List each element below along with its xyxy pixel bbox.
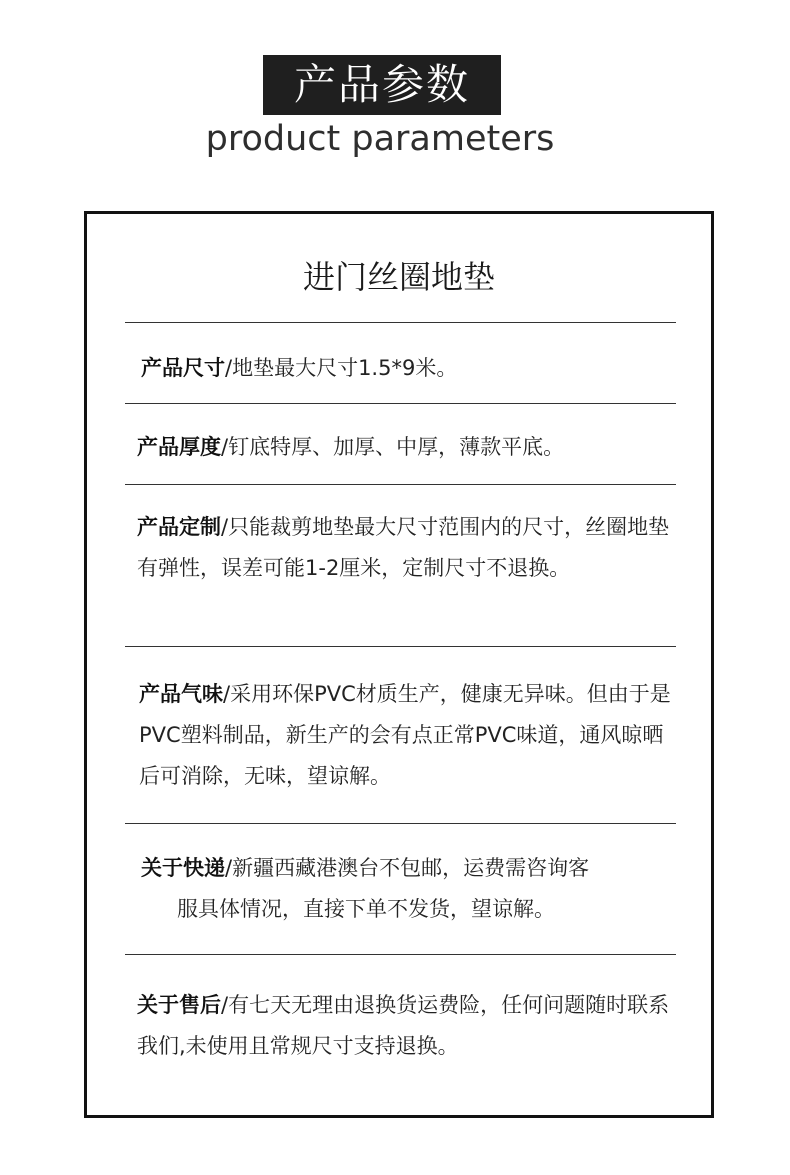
param-smell	[139, 674, 679, 797]
section-subtitle-text: product parameters	[205, 119, 555, 159]
divider	[125, 954, 676, 955]
section-title-badge	[263, 55, 501, 115]
product-name: 进门丝圈地垫	[302, 258, 495, 296]
param-text: /只能裁剪地垫最大尺寸范围内的尺寸，丝圈地垫有弹性，误差可能1-2厘米，定制尺寸不退换。	[137, 515, 670, 580]
section-subtitle	[0, 117, 760, 161]
param-after-sales	[137, 985, 677, 1067]
divider	[125, 403, 676, 404]
param-label: 产品定制	[137, 515, 221, 539]
param-custom	[137, 507, 677, 589]
param-text: /钉底特厚、加厚、中厚，薄款平底。	[221, 435, 565, 459]
param-label: 产品厚度	[137, 435, 221, 459]
param-size	[141, 348, 681, 389]
param-text: /地垫最大尺寸1.5*9米。	[225, 356, 458, 380]
param-label: 关于售后	[137, 993, 221, 1017]
param-label: 关于快递	[141, 856, 225, 880]
param-thickness	[137, 427, 677, 468]
param-text: /采用环保PVC材质生产，健康无异味。但由于是PVC塑料制品，新生产的会有点正常PVC味道，通风晾晒后可消除，无味，望谅解。	[139, 682, 671, 788]
section-title: 产品参数	[293, 60, 470, 109]
divider	[125, 646, 676, 647]
divider	[125, 823, 676, 824]
param-label: 产品尺寸	[141, 356, 225, 380]
divider	[125, 484, 676, 485]
param-text: /有七天无理由退换货运费险，任何问题随时联系我们,未使用且常规尺寸支持退换。	[137, 993, 670, 1058]
param-shipping	[141, 848, 681, 930]
param-label: 产品气味	[139, 682, 223, 706]
divider	[125, 322, 676, 323]
param-text-continued: 服具体情况，直接下单不发货，望谅解。	[177, 897, 555, 921]
parameters-frame	[84, 211, 714, 1118]
param-text: /新疆西藏港澳台不包邮，运费需咨询客	[225, 856, 590, 880]
